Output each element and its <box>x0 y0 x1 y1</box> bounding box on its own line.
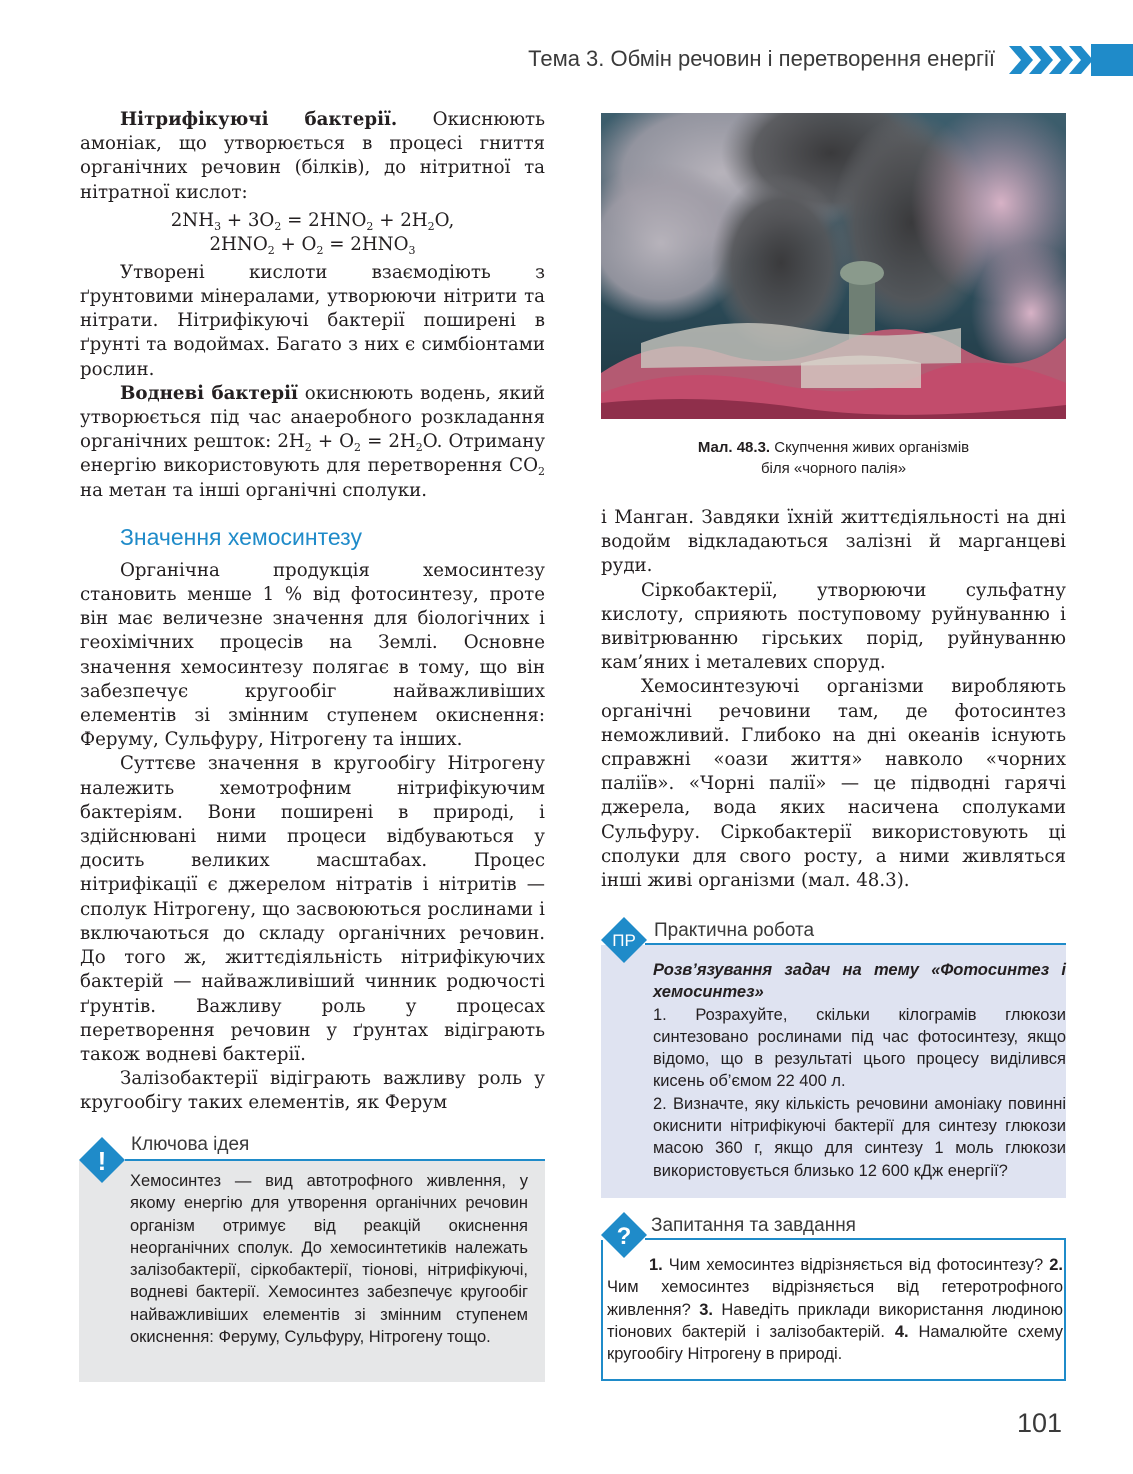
paragraph-text: Окиснюють амоніак, що утворюється в процесі гниття органічних речовин (білків), до нітритної та нітратної кислот: <box>80 109 545 203</box>
paragraph-sulfur-bacteria: Сіркобактерії, утворюючи сульфатну кислоту, сприяють поступовому руйнуванню і вивітрюванню гірських порід, руйнуванню кам’яних і металевих споруд. <box>601 579 1066 674</box>
key-idea-title: Ключова ідея <box>131 1134 250 1155</box>
paragraph-acids: Утворені кислоти взаємодіють з ґрунтовими мінералами, утворюючи нітрити та нітрати. Нітрифікуючі бактерії поширені в ґрунті та водоймах. Багато з них є симбіонтами рослин. <box>80 261 545 380</box>
paragraph-oases: Хемосинтезуючі організми виробляють органічні речовини там, де фотосинтез неможливий. Глибоко на дні океанів існують справжні «оази життя» навколо «чорних паліїв». «Чорні палії» — це підводні гарячі джерела, вода яких насичена сполуками Сульфуру. Сіркобактерії використовують ці сполуки для свого росту, а ними живляться інші живі організми (мал. 48.3). <box>601 676 1066 892</box>
paragraph-nitrifying <box>80 108 545 205</box>
practical-work-box <box>601 917 1066 1198</box>
chevron-arrows-icon <box>1009 44 1133 76</box>
svg-text:?: ? <box>616 1223 632 1250</box>
practical-work-text <box>653 959 1066 1182</box>
practical-work-rule <box>645 943 1066 945</box>
question-mark-icon <box>601 1212 647 1258</box>
paragraph-manganese: і Манган. Завдяки їхній життєдіяльності на дні водойм відкладаються залізні й марганцеві руди. <box>601 507 1066 577</box>
key-idea-text: Хемосинтез — вид автотрофного живлення, у якому енергію для утворення органічних речовин організм отримує від реакцій окиснення неорганічних сполук. До хемосинтетиків належать залізобактерії, сіркобактерії, тіонові, нітрифікуючі, водневі бактерії. Хемосинтез забезпечує кругообіг найважливіших елементів зі змінним ступенем окиснення: Феруму, Сульфуру, Нітрогену тощо. <box>130 1172 528 1347</box>
left-column <box>80 108 545 1116</box>
questions-box <box>601 1210 1066 1382</box>
section-heading: Значення хемосинтезу <box>120 523 362 550</box>
paragraph-significance: Органічна продукція хемосинтезу становить менше 1 % від фотосинтезу, проте він має величезне значення для біологічних і геохімічних процесів на Землі. Основне значення хемосинтезу полягає в тому, що він забезпечує кругообіг найважливіших елементів зі змінним ступенем окиснення: Феруму, Сульфуру, Нітрогену та інших. <box>80 559 545 751</box>
svg-text:!: ! <box>97 1146 107 1176</box>
practical-work-title: Практична робота <box>654 920 815 941</box>
black-smoker-photo <box>601 113 1066 419</box>
paragraph-iron-bacteria: Залізобактерії відіграють важливу роль у кругообігу таких елементів, як Ферум <box>80 1068 545 1114</box>
practical-task-2: 2. Визначте, яку кількість речовини амоніаку повинні окиснити нітрифікуючі бактерії для синтезу глюкози масою 360 г, якщо для синтезу 1 моль глюкози використовується близько 12 600 кДж енергії? <box>653 1094 1066 1180</box>
term-hydrogen: Водневі бактерії <box>120 382 298 404</box>
figure-label: Мал. 48.3. <box>697 439 771 456</box>
paragraph-nitrogen-cycle: Суттєве значення в кругообігу Нітрогену належить хемотрофним нітрифікуючим бактеріям. Вони поширені в природі, і здійснювані ними процеси відбуваються у досить великих масштабах. Процес нітрифікації є джерелом нітратів і нітритів — сполук Нітрогену, що засвоюються рослинами і включаються до складу органічних речовин. До того ж, життєдіяльність нітрифікуючих бактерій — найважливіший чинник родючості ґрунтів. Важливу роль у процесах перетворення речовин у ґрунтах відіграють також водневі бактерії. <box>80 753 545 1065</box>
page-header <box>0 44 1133 76</box>
practical-task-1: 1. Розрахуйте, скільки кілограмів глюкози синтезовано рослинами під час фотосинтезу, якщо відомо, що в результаті цього процесу виділився кисень об’ємом 22 400 л. <box>653 1005 1066 1091</box>
practical-work-icon <box>601 917 647 963</box>
page-number: 101 <box>1016 1408 1062 1438</box>
figure-caption: Мал. 48.3. Скупчення живих організмів біля «чорного палія» <box>697 439 970 477</box>
questions-text: 1. Чим хемосинтез відрізняється від фотосинтезу? 2. Чим хемосинтез відрізняється від гетеротрофного живлення? 3. Наведіть приклади використання людиною тіонових бактерій і залізобактерій. 4. Намалюйте схему кругообігу Нітрогену в природі. <box>607 1256 1063 1364</box>
key-idea-box <box>79 1128 545 1382</box>
questions-rule <box>645 1238 1066 1240</box>
practical-work-subtitle: Розв’язування задач на тему «Фотосинтез і хемосинтез» <box>653 961 1066 1002</box>
formula-2: $2HNO_2 + O_2 = 2HNO_3$ <box>209 233 416 257</box>
key-idea-rule <box>125 1159 545 1161</box>
term-nitrifying: Нітрифікуючі бактерії. <box>120 109 398 130</box>
formula-1: $2NH_3 + 3O_2 = 2HNO_2 + 2H_2O$, <box>170 209 455 233</box>
svg-text:ПР: ПР <box>612 931 636 950</box>
right-column <box>601 506 1066 893</box>
paragraph-hydrogen: Водневі бактерії окиснюють водень, який утворюється під час анаеробного розкладання органічних решток: $2H_2 + O_2 = 2H_2O$. Отриману енергію використовують для перетворення $CO_2$ на метан та інші органічні сполуки. <box>80 382 546 501</box>
chapter-title: Тема 3. Обмін речовин і перетворення енергії <box>528 46 995 71</box>
questions-title: Запитання та завдання <box>651 1215 856 1236</box>
exclamation-icon <box>79 1137 125 1183</box>
